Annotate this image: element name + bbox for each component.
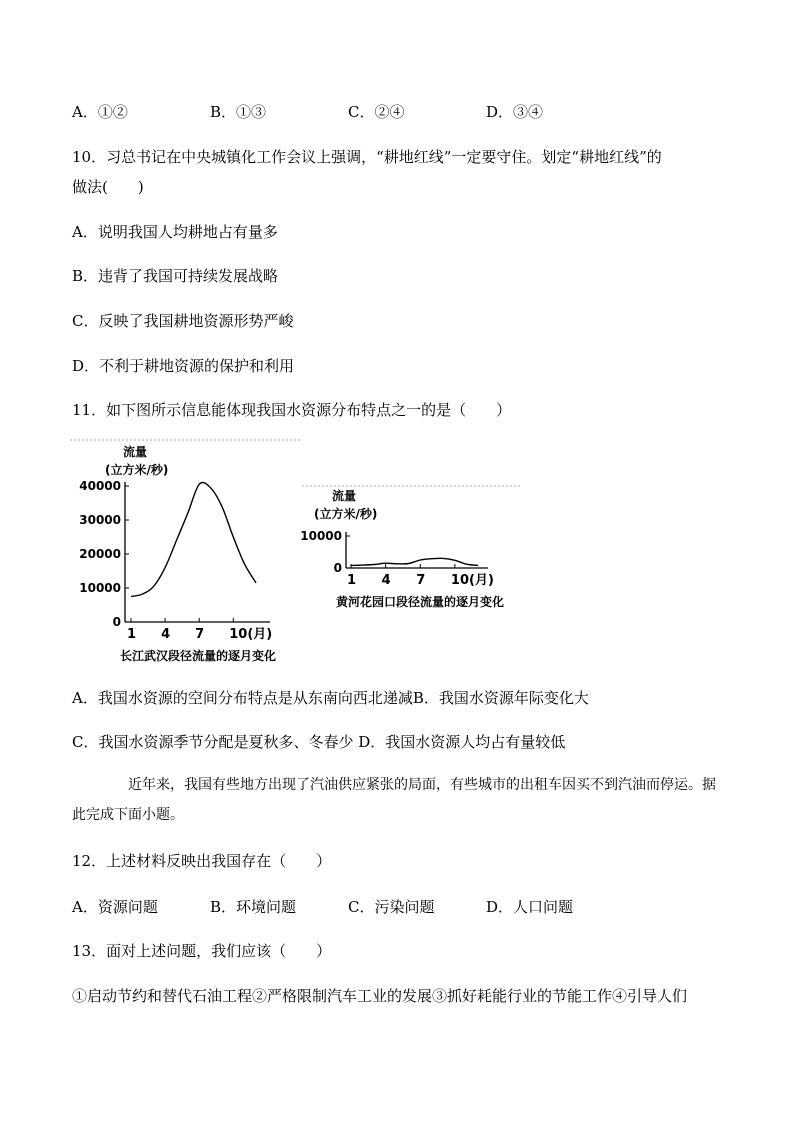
q11-option-line2: C．我国水资源季节分配是夏秋多、冬春少 D．我国水资源人均占有量较低 [72, 733, 566, 751]
yellow-river-ylabel-line2: (立方米/秒) [314, 507, 378, 521]
q11-option-line1: A．我国水资源的空间分布特点是从东南向西北递减B．我国水资源年际变化大 [72, 689, 589, 707]
runoff-charts [70, 436, 530, 668]
q10-option-d: D．不利于耕地资源的保护和利用 [72, 357, 295, 375]
q12-option-b: B．环境问题 [210, 898, 297, 916]
q11-charts [70, 436, 530, 668]
q9-option-d: D．③④ [486, 103, 544, 121]
yellow-river-x-tick-label: 1 [347, 573, 357, 588]
yellow-river-x-tick-label: 7 [416, 573, 426, 588]
yellow-river-y-tick-label: 10000 [300, 529, 342, 543]
yangtze-x-tick-label: 10(月) [229, 627, 273, 642]
q9-option-a: A．①② [72, 103, 128, 121]
q9-option-b: B．①③ [210, 103, 267, 121]
q10-stem-line1: 10．习总书记在中央城镇化工作会议上强调，“耕地红线”一定要守住。划定“耕地红线”的 [72, 148, 662, 166]
yellow-river-x-tick-label: 10(月) [450, 573, 494, 588]
yangtze-x-tick-label: 1 [127, 627, 137, 642]
yellow-river-x-tick-label: 4 [381, 573, 391, 588]
yellow-river-ylabel-line1: 流量 [332, 489, 357, 503]
q13-statements: ①启动节约和替代石油工程②严格限制汽车工业的发展③抓好耗能行业的节能工作④引导人们 [72, 987, 688, 1005]
material-passage: 近年来，我国有些地方出现了汽油供应紧张的局面，有些城市的出租车因买不到汽油而停运。据此完成下面小题。 [72, 777, 716, 823]
yellow-river-chart [300, 488, 504, 609]
q10-option-c: C．反映了我国耕地资源形势严峻 [72, 312, 294, 330]
yangtze-ylabel-line2: (立方米/秒) [105, 463, 169, 477]
yangtze-y-tick-label: 30000 [79, 513, 121, 527]
yellow-river-series-line [351, 558, 478, 565]
yangtze-series-line [131, 482, 256, 596]
q9-options [72, 102, 722, 122]
q12-option-d: D．人口问题 [486, 898, 574, 916]
q13-stem: 13．面对上述问题，我们应该（ ） [72, 942, 332, 960]
q10-option-a: A．说明我国人均耕地占有量多 [72, 223, 278, 241]
yangtze-ylabel-line1: 流量 [123, 445, 148, 459]
yangtze-y-tick-label: 10000 [79, 581, 121, 595]
yangtze-y-tick-label: 40000 [79, 479, 121, 493]
q12-stem: 12．上述材料反映出我国存在（ ） [72, 852, 332, 870]
yangtze-y-tick-label: 0 [112, 615, 121, 629]
yangtze-y-tick-label: 20000 [79, 547, 121, 561]
q12-option-a: A．资源问题 [72, 898, 158, 916]
q9-option-c: C．②④ [348, 103, 405, 121]
yangtze-title: 长江武汉段径流量的逐月变化 [120, 649, 277, 663]
q12-option-c: C．污染问题 [348, 898, 435, 916]
yangtze-x-tick-label: 4 [161, 627, 171, 642]
yangtze-x-tick-label: 7 [195, 627, 205, 642]
yangtze-chart [79, 444, 276, 663]
q10-option-b: B．违背了我国可持续发展战略 [72, 267, 279, 285]
q10-stem-line2: 做法( ) [72, 178, 144, 196]
q12-options [72, 897, 722, 917]
yellow-river-title: 黄河花园口段径流量的逐月变化 [336, 595, 505, 609]
q11-stem: 11．如下图所示信息能体现我国水资源分布特点之一的是（ ） [72, 401, 512, 419]
yellow-river-y-tick-label: 0 [333, 561, 342, 575]
